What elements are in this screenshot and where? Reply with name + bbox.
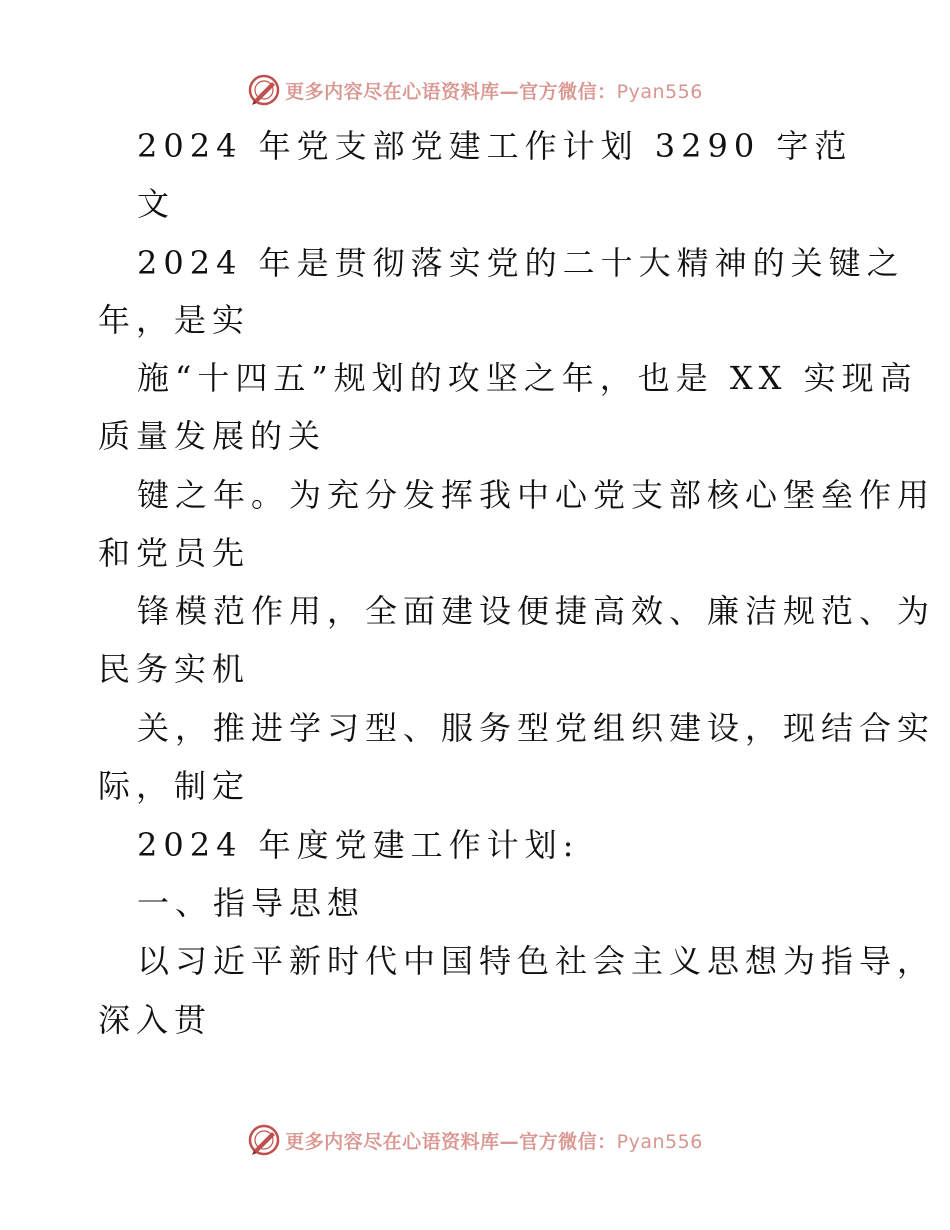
title-line-2: 文: [137, 185, 176, 223]
paragraph-line: 质量发展的关: [98, 417, 327, 455]
section-heading: 一、指导思想: [137, 884, 366, 922]
pen-seal-icon: [247, 1123, 281, 1157]
paragraph-line: 2024 年度党建工作计划:: [137, 826, 580, 864]
title-line-1: 2024 年党支部党建工作计划 3290 字范: [137, 127, 853, 165]
watermark-text: 更多内容尽在心语资料库—官方微信：Pyan556: [285, 80, 703, 103]
paragraph-line: 民务实机: [98, 650, 251, 688]
paragraph-line: 和党员先: [98, 534, 251, 572]
paragraph-line: 关，推进学习型、服务型党组织建设，现结合实: [137, 709, 936, 747]
paragraph-line: 锋模范作用，全面建设便捷高效、廉洁规范、为: [137, 592, 936, 630]
wechat-id: Pyan556: [616, 1130, 703, 1153]
paragraph-line: 2024 年是贯彻落实党的二十大精神的关键之: [137, 244, 905, 282]
watermark-text: 更多内容尽在心语资料库—官方微信：Pyan556: [285, 1130, 703, 1153]
paragraph-line: 键之年。为充分发挥我中心党支部核心堡垒作用: [137, 476, 936, 514]
footer-watermark: [0, 1120, 950, 1160]
paragraph-line: 际，制定: [98, 767, 251, 805]
paragraph-line: 深入贯: [98, 1001, 213, 1039]
paragraph-line: 年，是实: [98, 301, 251, 339]
wechat-id: Pyan556: [616, 80, 703, 103]
paragraph-line: 施“十四五”规划的攻坚之年，也是 XX 实现高: [137, 359, 918, 397]
paragraph-line: 以习近平新时代中国特色社会主义思想为指导，: [137, 942, 936, 980]
